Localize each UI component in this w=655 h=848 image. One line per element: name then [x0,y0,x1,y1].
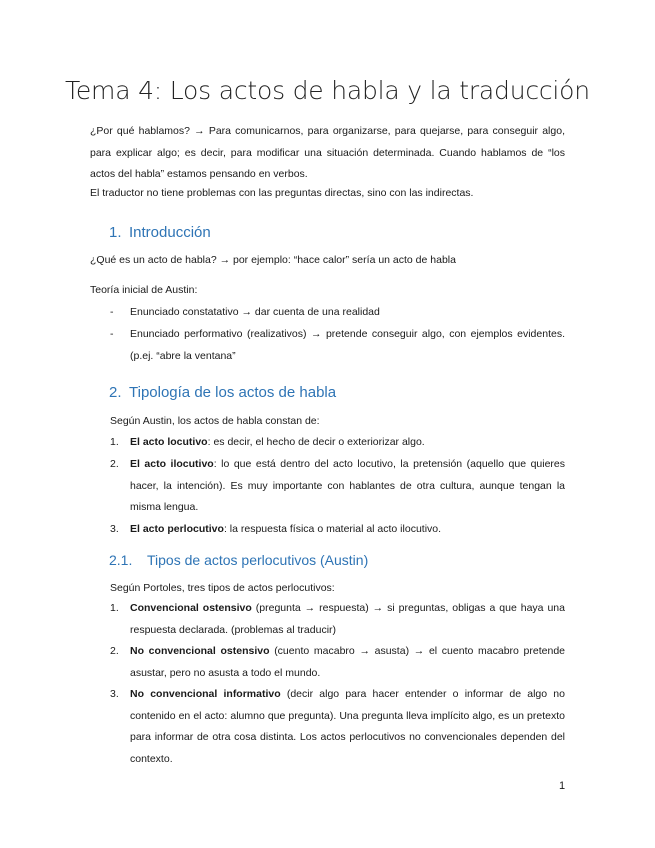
theory-label: Teoría inicial de Austin: [90,284,198,296]
section-2-1-number: 2.1. [109,552,133,568]
section-2-1-title: Tipos de actos perlocutivos (Austin) [147,552,369,568]
section-1-heading [109,224,211,241]
item-number: 1. [110,602,119,614]
section-2-title: Tipología de los actos de habla [129,384,337,401]
item-term: No convencional informativo [130,688,281,700]
list-item [110,684,565,770]
section-2-1-lead: Según Portoles, tres tipos de actos perlocutivos: [110,582,335,594]
item-term: No convencional ostensivo [130,645,270,657]
intro-line-2: El traductor no tiene problemas con las preguntas directas, sino con las indirectas. [90,187,474,199]
page-number: 1 [559,780,566,792]
item-term: El acto perlocutivo [130,523,224,535]
list-item [110,641,565,684]
item-text: (pregunta → respuesta) → si preguntas, obligas a que haya una respuesta declarada. (problemas al traducir) [130,602,565,636]
item-number: 1. [110,436,119,448]
list-item [110,432,565,454]
item-term: Convencional ostensivo [130,602,252,614]
item-text: : lo que está dentro del acto locutivo, la pretensión (aquello que quieres hacer, la intención). Es muy importante con hablantes de otra cultura, aunque tengan la misma lengua. [130,458,566,513]
section-1-title: Introducción [129,224,211,241]
item-text: (decir algo para hacer entender o informar de algo no contenido en el acto: alumno que pregunta). Una pregunta lleva implícito algo, es un pretexto para informar de otra cosa distinta. Los actos perlocutivos no convencionales dependen del contexto. [130,688,565,765]
section-1-question: ¿Qué es un acto de habla? → por ejemplo: “hace calor” sería un acto de habla [90,254,456,266]
item-text: (cuento macabro → asusta) → el cuento macabro pretende asustar, pero no asusta a todo el mundo. [130,645,566,679]
section-1-number: 1. [109,224,122,241]
item-number: 3. [110,523,119,535]
list-item [110,302,565,324]
bullet-text: Enunciado constatativo → dar cuenta de una realidad [130,306,380,318]
page-title: Tema 4: Los actos de habla y la traducción [65,76,590,105]
list-item [110,598,565,641]
bullet-text: Enunciado performativo (realizativos) → pretende conseguir algo, con ejemplos evidentes. (p.ej. “abre la ventana” [130,328,565,362]
section-2-number: 2. [109,384,122,401]
item-term: El acto ilocutivo [130,458,214,470]
item-number: 2. [110,458,119,470]
item-number: 3. [110,688,119,700]
section-2-1-heading [109,552,368,568]
intro-paragraph: ¿Por qué hablamos? → Para comunicarnos, para organizarse, para quejarse, para conseguir algo, para explicar algo; es decir, para modificar una situación determinada. Cuando hablamos de “los actos del habla” estamos pensando en verbos. [90,125,565,180]
list-item [110,519,565,541]
section-2-heading [109,384,336,401]
bullet-dash: - [110,306,114,318]
item-number: 2. [110,645,119,657]
item-text: : la respuesta física o material al acto ilocutivo. [223,523,442,535]
bullet-dash: - [110,328,114,340]
section-2-lead: Según Austin, los actos de habla constan de: [110,415,320,427]
item-term: El acto locutivo [130,436,208,448]
list-item [110,454,565,519]
list-item [110,324,565,367]
item-text: : es decir, el hecho de decir o exteriorizar algo. [207,436,425,448]
